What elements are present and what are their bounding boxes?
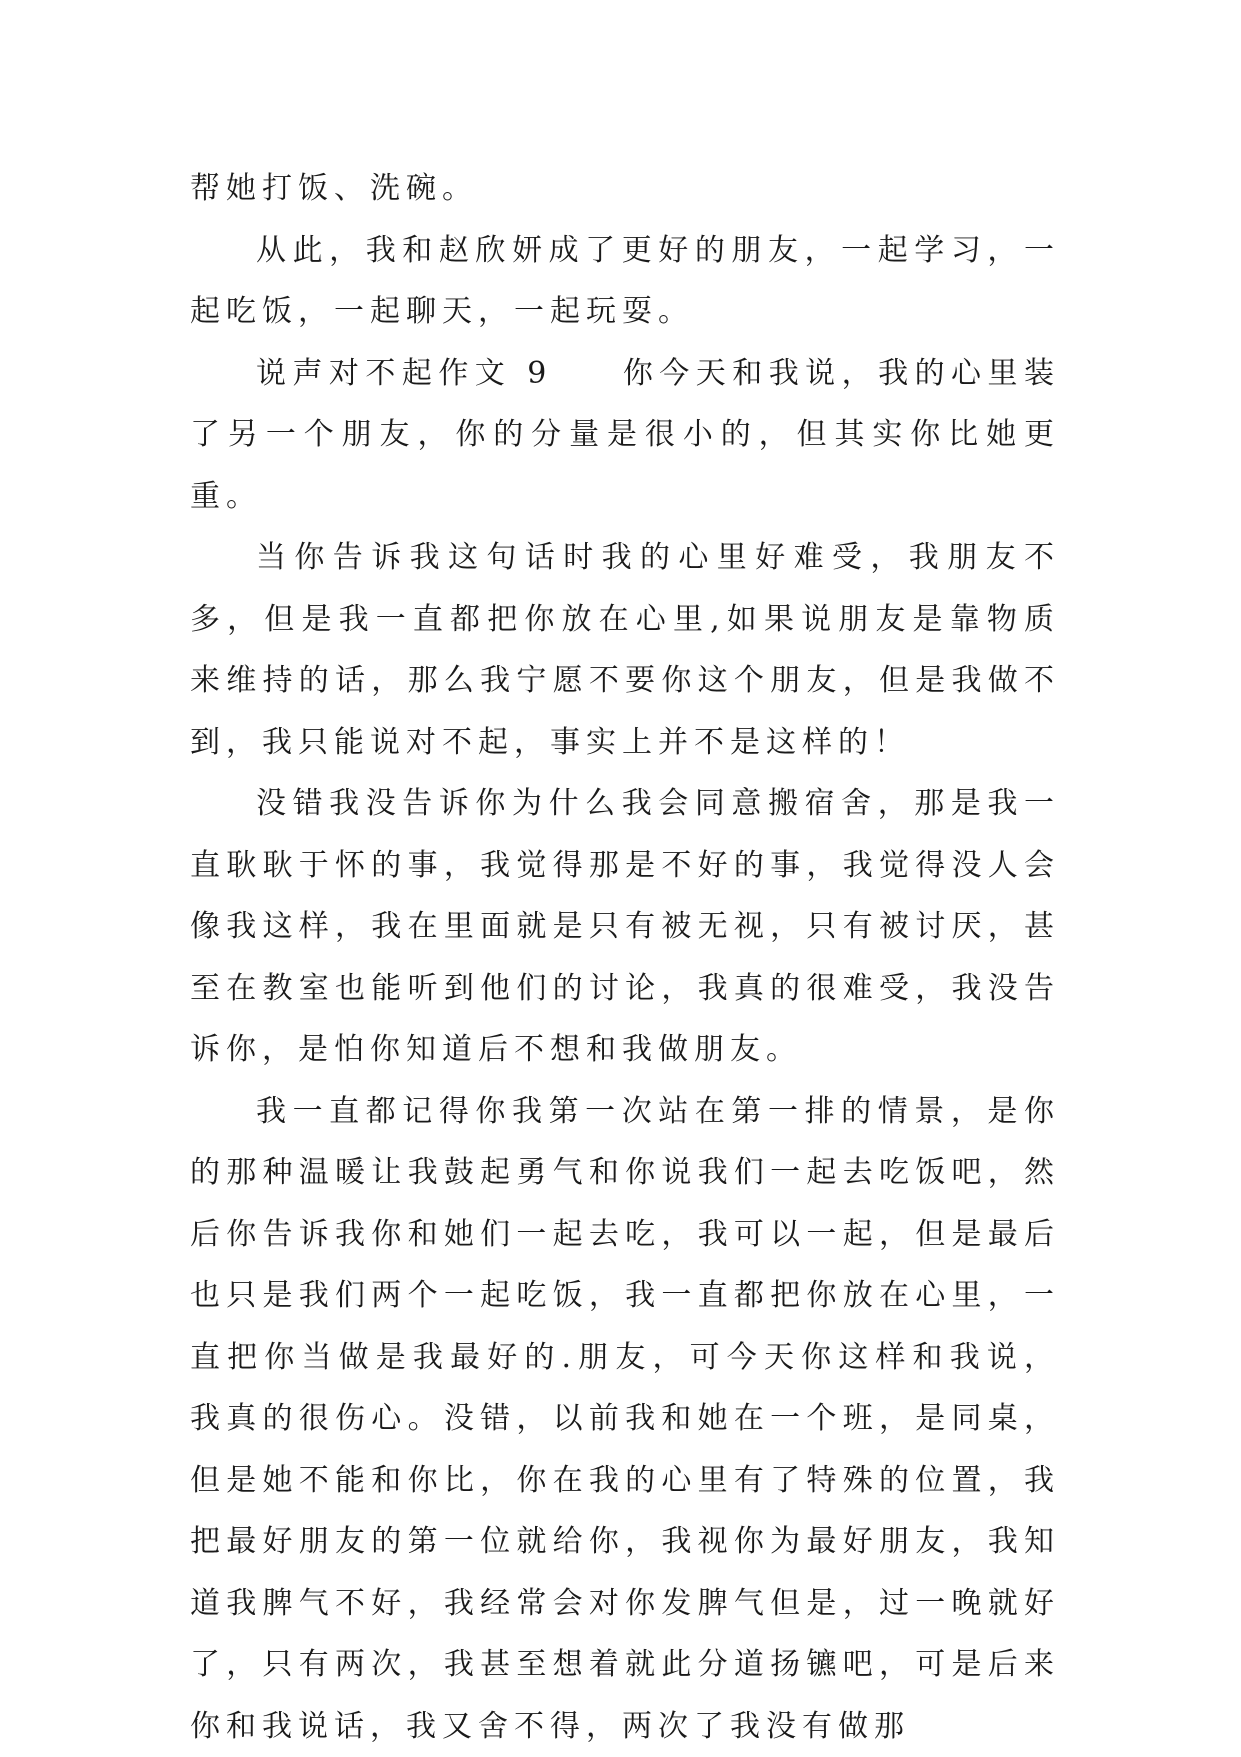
- essay-title: 说声对不起作文 9: [256, 356, 552, 391]
- paragraph-4: 当你告诉我这句话时我的心里好难受，我朋友不多，但是我一直都把你放在心里,如果说朋友是靠物质来维持的话，那么我宁愿不要你这个朋友，但是我做不到，我只能说对不起，事实上并不是这样的！: [190, 527, 1060, 773]
- paragraph-2: 从此，我和赵欣妍成了更好的朋友，一起学习，一起吃饭，一起聊天，一起玩耍。: [190, 220, 1060, 343]
- paragraph-6: 我一直都记得你我第一次站在第一排的情景，是你的那种温暖让我鼓起勇气和你说我们一起去吃饭吧，然后你告诉我你和她们一起去吃，我可以一起，但是最后也只是我们两个一起吃饭，我一直都把你放在心里，一直把你当做是我最好的.朋友，可今天你这样和我说，我真的很伤心。没错，以前我和她在一个班，是同桌，但是她不能和你比，你在我的心里有了特殊的位置，我把最好朋友的第一位就给你，我视你为最好朋友，我知道我脾气不好，我经常会对你发脾气但是，过一晚就好了，只有两次，我甚至想着就此分道扬镳吧，可是后来你和我说话，我又舍不得，两次了我没有做那: [190, 1081, 1060, 1757]
- paragraph-5: 没错我没告诉你为什么我会同意搬宿舍，那是我一直耿耿于怀的事，我觉得那是不好的事，我觉得没人会像我这样，我在里面就是只有被无视，只有被讨厌，甚至在教室也能听到他们的讨论，我真的很难受，我没告诉你，是怕你知道后不想和我做朋友。: [190, 773, 1060, 1081]
- article-body: [190, 158, 1060, 1757]
- paragraph-1: 帮她打饭、洗碗。: [190, 158, 1060, 220]
- paragraph-3: [190, 343, 1060, 528]
- paragraph-3-text: 你今天和我说，我的心里装了另一个朋友，你的分量是很小的，但其实你比她更重。: [190, 356, 1060, 514]
